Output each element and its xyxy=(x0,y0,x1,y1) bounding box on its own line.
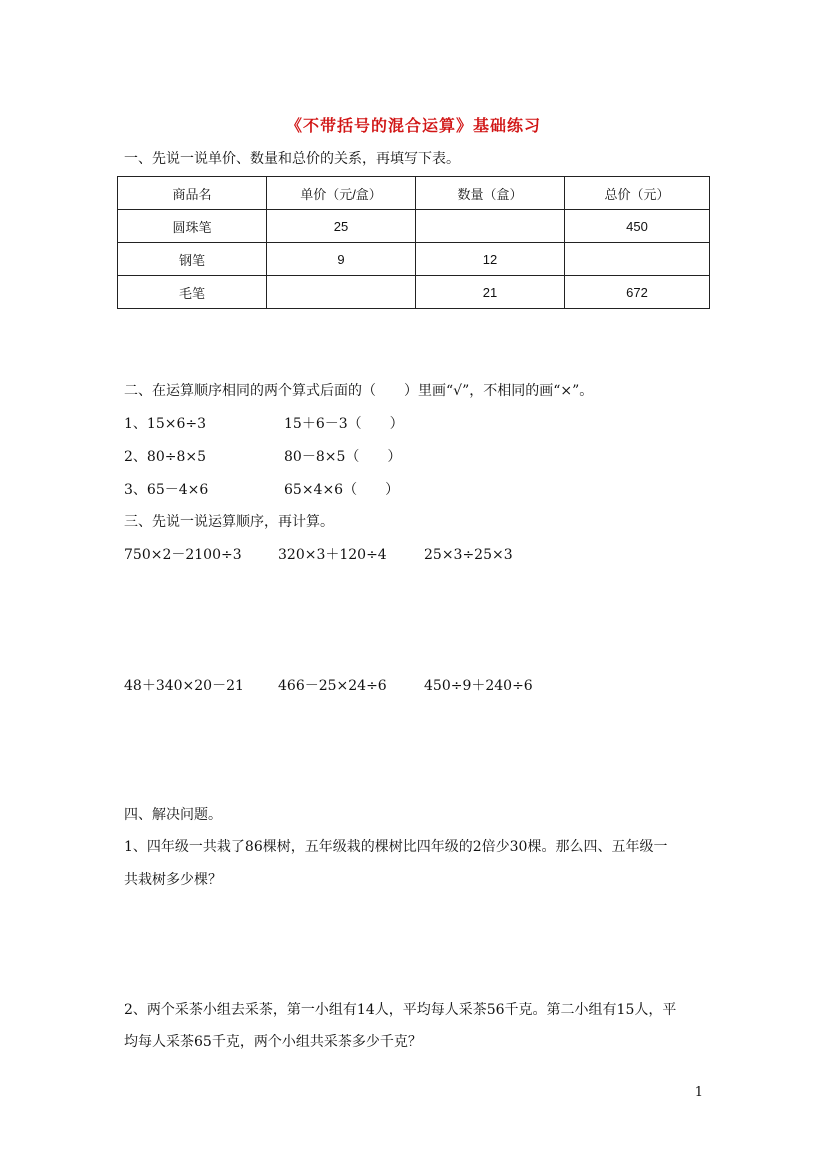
section3-heading: 三、先说一说运算顺序，再计算。 xyxy=(124,514,334,530)
table-row xyxy=(118,276,710,309)
calc-expression: 450÷9＋240÷6 xyxy=(424,678,533,694)
table-cell xyxy=(416,210,565,243)
header-unit-price: 单价（元/盒） xyxy=(267,177,416,210)
table-row xyxy=(118,243,710,276)
calc-expression: 48＋340×20－21 xyxy=(124,678,244,694)
section2-heading: 二、在运算顺序相同的两个算式后面的（ ）里画“√”，不相同的画“×”。 xyxy=(124,383,594,399)
table-cell xyxy=(267,276,416,309)
table-cell: 12 xyxy=(416,243,565,276)
table-cell: 25 xyxy=(267,210,416,243)
table-row xyxy=(118,210,710,243)
calc-expression: 750×2－2100÷3 xyxy=(124,547,242,563)
table-cell xyxy=(565,243,710,276)
compare-left-2: 2、80÷8×5 xyxy=(124,449,206,465)
compare-left-1: 1、15×6÷3 xyxy=(124,416,206,432)
section4-heading: 四、解决问题。 xyxy=(124,807,222,823)
header-total-price: 总价（元） xyxy=(565,177,710,210)
compare-left-3: 3、65－4×6 xyxy=(124,482,209,498)
calc-expression: 466－25×24÷6 xyxy=(278,678,387,694)
problem1-line2: 共栽树多少棵？ xyxy=(124,872,222,888)
page-title: 《不带括号的混合运算》基础练习 xyxy=(285,116,541,135)
table-cell: 21 xyxy=(416,276,565,309)
table-cell: 450 xyxy=(565,210,710,243)
compare-right-1: 15＋6－3（ ） xyxy=(284,416,404,432)
header-product: 商品名 xyxy=(118,177,267,210)
compare-right-3: 65×4×6（ ） xyxy=(284,482,400,498)
problem1-line1: 1、四年级一共栽了86棵树，五年级栽的棵树比四年级的2倍少30棵。那么四、五年级一 xyxy=(124,839,668,855)
table-header-row xyxy=(118,177,710,210)
page-number: 1 xyxy=(694,1085,703,1100)
calc-expression: 25×3÷25×3 xyxy=(424,547,513,563)
header-quantity: 数量（盒） xyxy=(416,177,565,210)
table-cell: 毛笔 xyxy=(118,276,267,309)
compare-right-2: 80－8×5（ ） xyxy=(284,449,402,465)
problem2-line1: 2、两个采茶小组去采茶，第一小组有14人，平均每人采茶56千克。第二小组有15人，平 xyxy=(124,1002,677,1018)
calc-expression: 320×3＋120÷4 xyxy=(278,547,387,563)
table-cell: 672 xyxy=(565,276,710,309)
problem2-line2: 均每人采茶65千克，两个小组共采茶多少千克？ xyxy=(124,1034,422,1050)
table-cell: 圆珠笔 xyxy=(118,210,267,243)
section1-heading: 一、先说一说单价、数量和总价的关系，再填写下表。 xyxy=(124,151,460,167)
table-cell: 钢笔 xyxy=(118,243,267,276)
table-cell: 9 xyxy=(267,243,416,276)
price-table xyxy=(117,176,710,309)
